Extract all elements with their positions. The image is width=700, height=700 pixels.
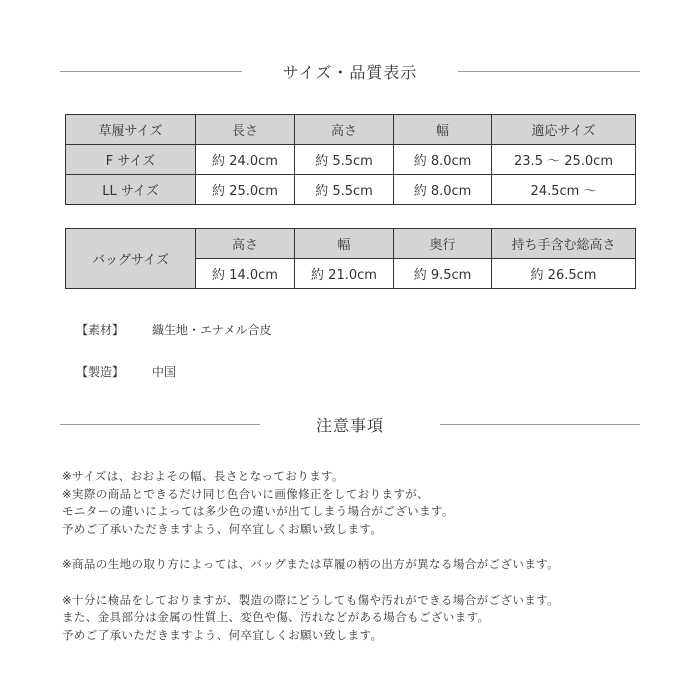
bag-size-label: バッグサイズ [66, 229, 196, 289]
size-section-title: サイズ・品質表示 [282, 63, 418, 82]
material-label: 【素材】 [76, 323, 125, 337]
manufacture-row [76, 363, 176, 380]
table-row [66, 175, 636, 205]
bag-size-table [65, 228, 636, 289]
bag-header-row [66, 229, 636, 259]
zori-size-table [65, 114, 636, 205]
manufacture-label: 【製造】 [76, 365, 125, 379]
bag-header-cell: 高さ [196, 229, 295, 259]
table-cell: 23.5 〜 25.0cm [492, 145, 636, 175]
table-cell: 約 21.0cm [295, 259, 394, 289]
table-cell: 約 24.0cm [196, 145, 295, 175]
zori-header-row [66, 115, 636, 145]
table-row [66, 145, 636, 175]
table-cell: 約 26.5cm [492, 259, 636, 289]
note-block [62, 592, 662, 645]
divider-left [60, 424, 260, 425]
note-line: ※サイズは、おおよその幅、長さとなっております。 [62, 469, 344, 483]
zori-header-cell: 適応サイズ [492, 115, 636, 145]
note-line: 予めご了承いただきますよう、何卒宜しくお願い致します。 [62, 627, 383, 642]
divider-right [458, 71, 640, 72]
bag-header-cell: 奥行 [394, 229, 492, 259]
bag-header-cell: 持ち手含む総高さ [492, 229, 636, 259]
divider-right [440, 424, 640, 425]
zori-header-cell: 高さ [295, 115, 394, 145]
zori-header-cell: 草履サイズ [66, 115, 196, 145]
material-row [76, 321, 272, 338]
table-cell: 約 8.0cm [394, 175, 492, 205]
table-cell: 約 9.5cm [394, 259, 492, 289]
notes-section-title: 注意事項 [315, 416, 384, 435]
divider-left [60, 71, 242, 72]
note-line: ※商品の生地の取り方によっては、バッグまたは草履の柄の出方が異なる場合がございます。 [62, 557, 560, 571]
note-line: モニターの違いによっては多少色の違いが出てしまう場合がございます。 [62, 504, 454, 518]
zori-header-cell: 長さ [196, 115, 295, 145]
table-cell: 約 14.0cm [196, 259, 295, 289]
note-line: ※実際の商品とできるだけ同じ色合いに画像修正をしておりますが、 [62, 486, 430, 501]
zori-size-label: F サイズ [66, 145, 196, 175]
note-line: 予めご了承いただきますよう、何卒宜しくお願い致します。 [62, 521, 383, 536]
note-line: また、金具部分は金属の性質上、変色や傷、汚れなどがある場合もございます。 [62, 610, 490, 624]
note-block [62, 556, 662, 574]
size-section-header [0, 60, 700, 83]
notes-section-header [0, 413, 700, 436]
note-block [62, 468, 662, 538]
notes-body [62, 468, 662, 662]
bag-header-cell: 幅 [295, 229, 394, 259]
manufacture-value: 中国 [152, 365, 177, 379]
zori-header-cell: 幅 [394, 115, 492, 145]
zori-size-label: LL サイズ [66, 175, 196, 205]
table-cell: 24.5cm 〜 [492, 175, 636, 205]
table-cell: 約 25.0cm [196, 175, 295, 205]
table-cell: 約 5.5cm [295, 145, 394, 175]
table-cell: 約 8.0cm [394, 145, 492, 175]
material-value: 織生地・エナメル合皮 [152, 323, 272, 337]
note-line: ※十分に検品をしておりますが、製造の際にどうしても傷や汚れができる場合がございます。 [62, 592, 560, 607]
table-cell: 約 5.5cm [295, 175, 394, 205]
